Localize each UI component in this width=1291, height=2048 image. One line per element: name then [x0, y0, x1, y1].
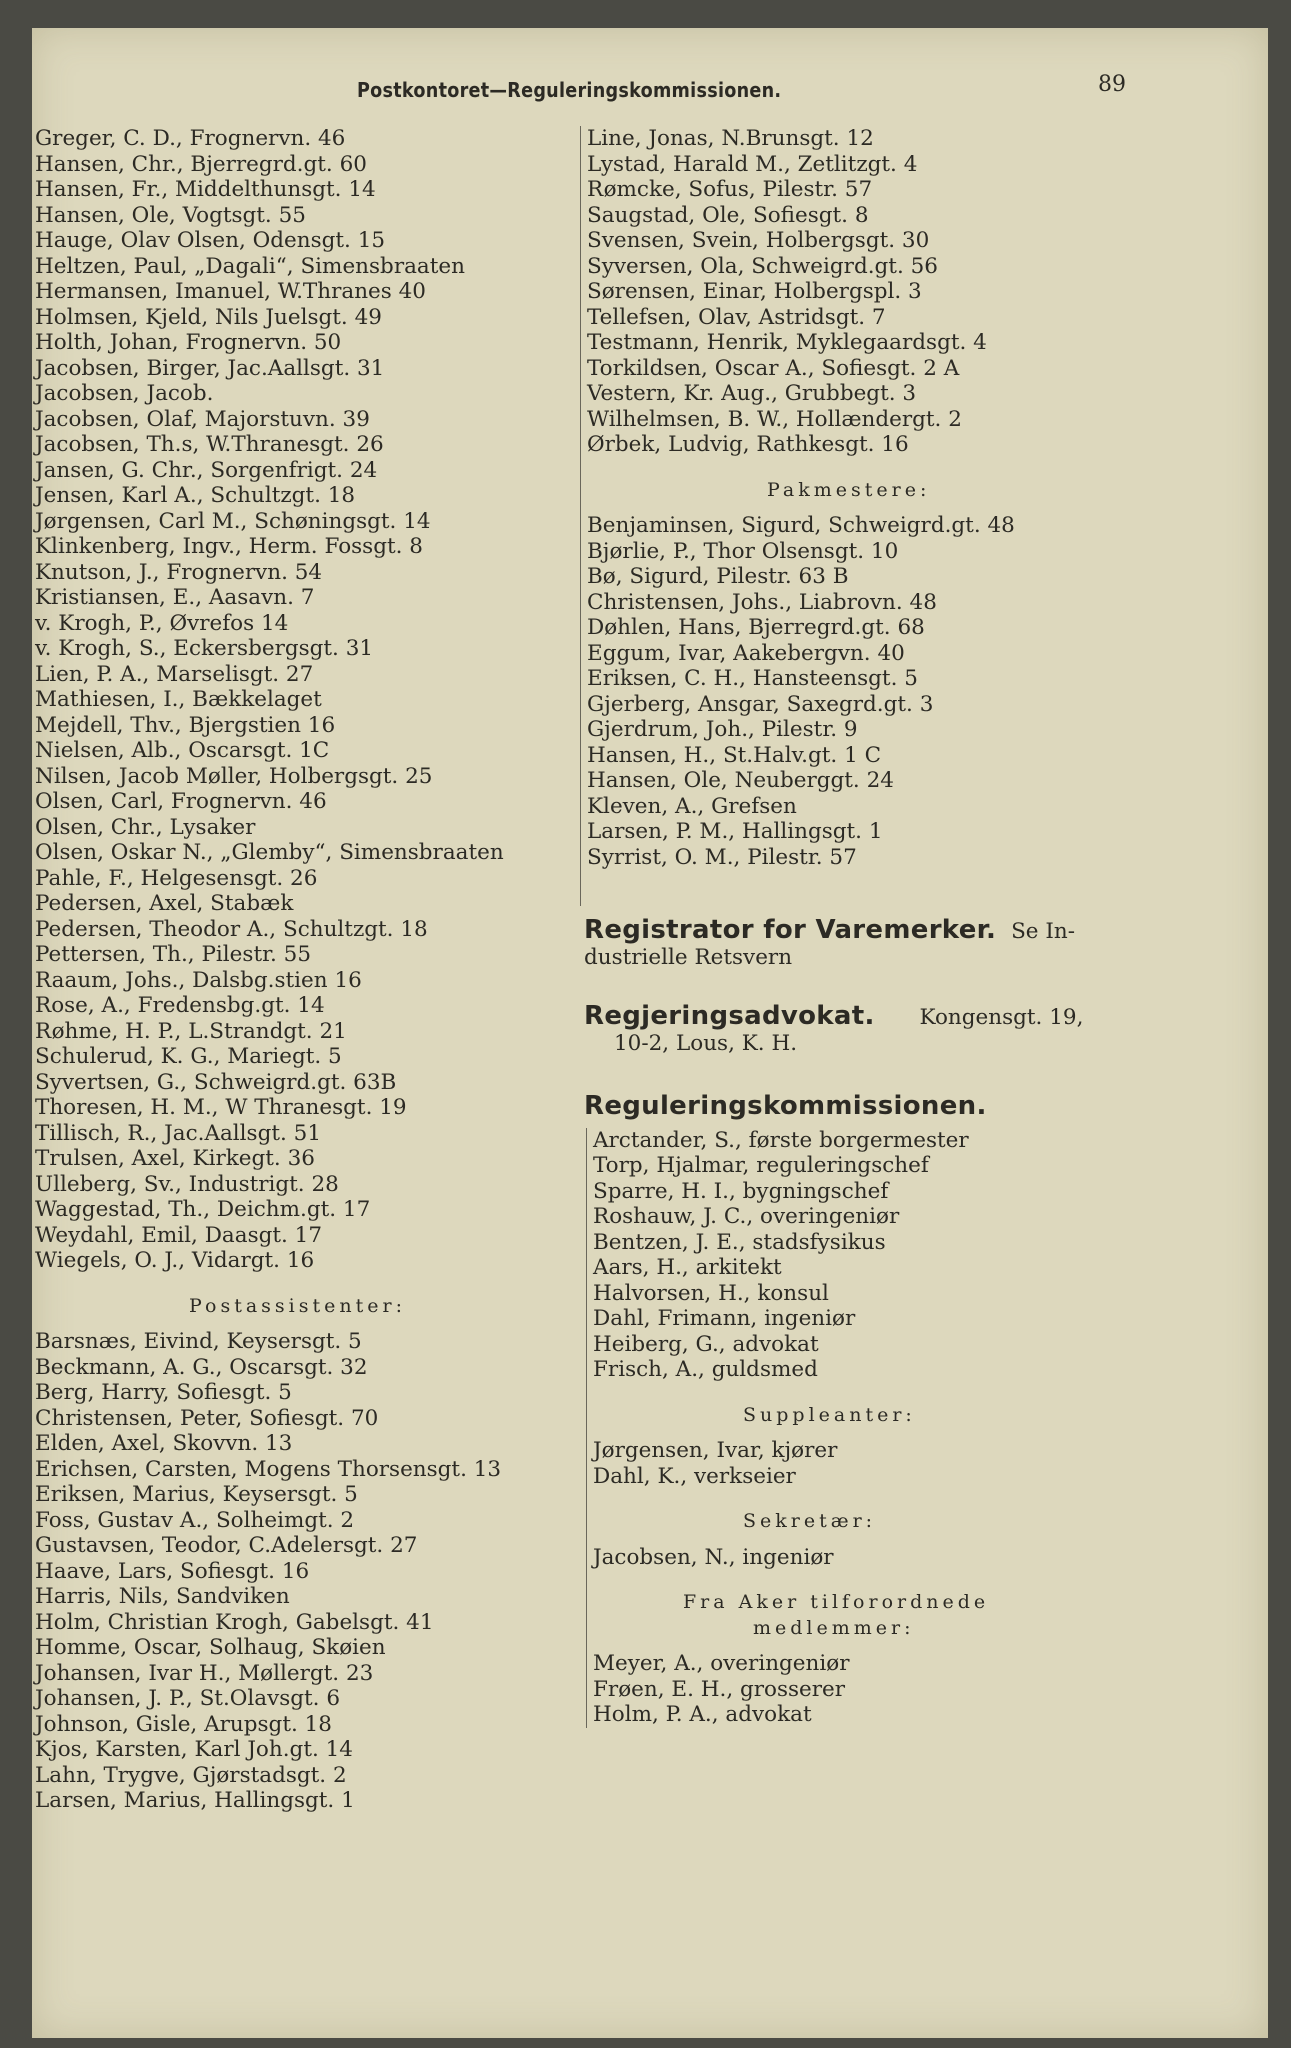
list-item: Trulsen, Axel, Kirkegt. 36	[35, 1146, 315, 1171]
list-item: Tellefsen, Olav, Astridsgt. 7	[587, 304, 886, 330]
list-item: Hansen, Ole, Neuberggt. 24	[587, 768, 894, 793]
list-item: Pettersen, Th., Pilestr. 55	[35, 942, 312, 967]
list-item: Syvertsen, G., Schweigrd.gt. 63B	[35, 1069, 397, 1095]
suppleanter-list	[593, 1438, 1200, 1489]
list-item: Sørensen, Einar, Holbergspl. 3	[587, 279, 922, 304]
list-item: Olsen, Oskar N., „Glemby“, Simensbraaten	[35, 840, 504, 865]
list-item: Haave, Lars, Sofiesgt. 16	[35, 1558, 310, 1584]
list-item: Larsen, P. M., Hallingsgt. 1	[587, 819, 883, 844]
list-item: Holm, Christian Krogh, Gabelsgt. 41	[35, 1609, 434, 1635]
regjeringsadvokat-title: Regjeringsadvokat.	[584, 1001, 875, 1031]
list-item: Døhlen, Hans, Bjerregrd.gt. 68	[587, 615, 925, 640]
list-item: Kristiansen, E., Aasavn. 7	[35, 585, 315, 610]
aker-list	[593, 1651, 1200, 1728]
list-item: Schulerud, K. G., Mariegt. 5	[35, 1044, 342, 1069]
list-item: Bjørlie, P., Thor Olsensgt. 10	[587, 538, 899, 564]
list-item: Barsnæs, Eivind, Keysersgt. 5	[35, 1329, 362, 1354]
list-item: Syversen, Ola, Schweigrd.gt. 56	[587, 253, 938, 279]
list-item: v. Krogh, P., Øvrefos 14	[35, 610, 289, 636]
list-item: Olsen, Chr., Lysaker	[35, 814, 256, 840]
list-item: Christensen, Johs., Liabrovn. 48	[587, 589, 937, 615]
list-item: Holmsen, Kjeld, Nils Juelsgt. 49	[35, 304, 382, 330]
list-item: Line, Jonas, N.Brunsgt. 12	[587, 126, 874, 151]
list-item: Thoresen, H. M., W Thranesgt. 19	[35, 1095, 407, 1120]
list-item: Hansen, H., St.Halv.gt. 1 C	[587, 742, 882, 768]
list-item: Elden, Axel, Skovvn. 13	[35, 1431, 293, 1456]
aker-heading-cont: medlemmer:	[753, 1616, 915, 1639]
postassistenter-list	[35, 1329, 575, 1814]
list-item: Hermansen, Imanuel, W.Thranes 40	[35, 279, 426, 304]
list-item: Lien, P. A., Marselisgt. 27	[35, 661, 314, 687]
list-item: Sparre, H. I., bygningschef	[593, 1178, 889, 1204]
list-item: Weydahl, Emil, Daasgt. 17	[35, 1222, 323, 1248]
list-item: Testmann, Henrik, Myklegaardsgt. 4	[587, 330, 987, 355]
list-item: Meyer, A., overingeniør	[593, 1651, 850, 1676]
registrator-title: Registrator for Varemerker.	[584, 915, 997, 945]
list-item: Bø, Sigurd, Pilestr. 63 B	[587, 564, 849, 589]
list-item: Pedersen, Axel, Stabæk	[35, 891, 294, 916]
list-item: Jacobsen, Birger, Jac.Aallsgt. 31	[35, 355, 385, 381]
list-item: Hauge, Olav Olsen, Odensgt. 15	[35, 228, 386, 253]
list-item: Lystad, Harald M., Zetlitzgt. 4	[587, 151, 918, 177]
list-item: Raaum, Johs., Dalsbg.stien 16	[35, 967, 362, 993]
list-item: Frøen, E. H., grosserer	[593, 1676, 846, 1702]
registrator-text-cont: dustrielle Retsvern	[584, 944, 793, 970]
list-item: Roshauw, J. C., overingeniør	[593, 1204, 900, 1229]
list-item: Johansen, J. P., St.Olavsgt. 6	[35, 1686, 341, 1711]
list-item: Jacobsen, N., ingeniør	[593, 1544, 834, 1570]
page-header	[32, 72, 1268, 118]
postassistenter-heading: Postassistenter:	[189, 1294, 406, 1317]
list-item: Wiegels, O. J., Vidargt. 16	[35, 1248, 315, 1273]
regjeringsadvokat-text-cont: 10-2, Lous, K. H.	[614, 1030, 798, 1056]
list-item: Lahn, Trygve, Gjørstadsgt. 2	[35, 1762, 347, 1788]
list-item: Torkildsen, Oscar A., Sofiesgt. 2 A	[587, 355, 960, 381]
list-item: Jacobsen, Jacob.	[35, 381, 214, 406]
list-item: Greger, C. D., Frognervn. 46	[35, 126, 346, 151]
list-item: Pahle, F., Helgesensgt. 26	[35, 865, 318, 891]
name-list	[35, 126, 575, 1274]
list-item: Jensen, Karl A., Schultzgt. 18	[35, 483, 356, 508]
list-item: Bentzen, J. E., stadsfysikus	[593, 1229, 886, 1255]
list-item: Saugstad, Ole, Sofiesgt. 8	[587, 202, 869, 228]
list-item: Jørgensen, Carl M., Schøningsgt. 14	[35, 508, 431, 534]
regulering-title: Reguleringskommissionen.	[584, 1091, 987, 1121]
list-item: Svensen, Svein, Holbergsgt. 30	[587, 228, 930, 253]
list-item: Rose, A., Fredensbg.gt. 14	[35, 993, 325, 1018]
list-item: Homme, Oscar, Solhaug, Skøien	[35, 1635, 386, 1660]
list-item: Johansen, Ivar H., Møllergt. 23	[35, 1660, 374, 1686]
pakmestere-list	[587, 513, 1200, 870]
left-column	[35, 126, 575, 1814]
list-item: Klinkenberg, Ingv., Herm. Fossgt. 8	[35, 534, 423, 559]
sekretaer-list	[593, 1545, 1200, 1571]
list-item: Vestern, Kr. Aug., Grubbegt. 3	[587, 381, 917, 406]
members-list	[593, 1128, 1200, 1383]
list-item: Ørbek, Ludvig, Rathkesgt. 16	[587, 432, 909, 457]
registrator-entry	[580, 915, 1200, 970]
list-item: Benjaminsen, Sigurd, Schweigrd.gt. 48	[587, 513, 1015, 538]
running-title: Postkontoret—Reguleringskommissionen.	[357, 78, 782, 102]
list-item: Aars, H., arkitekt	[593, 1255, 782, 1280]
pakmestere-heading: Pakmestere:	[767, 478, 931, 501]
list-item: Rømcke, Sofus, Pilestr. 57	[587, 177, 873, 202]
list-item: Gjerberg, Ansgar, Saxegrd.gt. 3	[587, 691, 934, 717]
list-item: Waggestad, Th., Deichm.gt. 17	[35, 1197, 371, 1222]
list-item: Hansen, Chr., Bjerregrd.gt. 60	[35, 151, 367, 177]
list-item: Røhme, H. P., L.Strandgt. 21	[35, 1018, 347, 1044]
name-list	[587, 126, 1200, 458]
list-item: Dahl, K., verkseier	[593, 1463, 796, 1489]
list-item: Johnson, Gisle, Arupsgt. 18	[35, 1711, 332, 1737]
list-item: Knutson, J., Frognervn. 54	[35, 559, 323, 585]
list-item: Mathiesen, I., Bækkelaget	[35, 687, 322, 712]
list-item: Olsen, Carl, Frognervn. 46	[35, 789, 327, 814]
list-item: Pedersen, Theodor A., Schultzgt. 18	[35, 916, 428, 942]
list-item: Harris, Nils, Sandviken	[35, 1584, 290, 1609]
list-item: Berg, Harry, Sofiesgt. 5	[35, 1380, 292, 1405]
regjeringsadvokat-entry	[580, 1001, 1200, 1056]
list-item: Heltzen, Paul, „Dagali“, Simensbraaten	[35, 253, 465, 279]
list-item: Jørgensen, Ivar, kjører	[593, 1438, 838, 1463]
list-item: Holm, P. A., advokat	[593, 1702, 812, 1727]
list-item: Frisch, A., guldsmed	[593, 1357, 818, 1382]
list-item: Gjerdrum, Joh., Pilestr. 9	[587, 717, 858, 742]
document-page	[32, 28, 1268, 2038]
list-item: Halvorsen, H., konsul	[593, 1280, 829, 1306]
list-item: Nielsen, Alb., Oscarsgt. 1C	[35, 738, 330, 763]
right-upper-block	[580, 126, 1200, 906]
list-item: Kjos, Karsten, Karl Joh.gt. 14	[35, 1737, 353, 1762]
list-item: Ulleberg, Sv., Industrigt. 28	[35, 1171, 339, 1197]
list-item: v. Krogh, S., Eckersbergsgt. 31	[35, 636, 374, 661]
page-number: 89	[1098, 72, 1126, 97]
list-item: Hansen, Ole, Vogtsgt. 55	[35, 202, 306, 228]
list-item: Wilhelmsen, B. W., Hollændergt. 2	[587, 406, 962, 432]
list-item: Nilsen, Jacob Møller, Holbergsgt. 25	[35, 763, 433, 789]
list-item: Eggum, Ivar, Aakebergvn. 40	[587, 640, 905, 666]
list-item: Torp, Hjalmar, reguleringschef	[593, 1153, 929, 1178]
regulering-section	[580, 1091, 1200, 1728]
list-item: Syrrist, O. M., Pilestr. 57	[587, 844, 857, 870]
right-column	[580, 126, 1200, 1728]
list-item: Heiberg, G., advokat	[593, 1331, 819, 1357]
suppleanter-heading: Suppleanter:	[743, 1403, 916, 1426]
sekretaer-heading: Sekretær:	[743, 1510, 877, 1532]
list-item: Beckmann, A. G., Oscarsgt. 32	[35, 1354, 368, 1380]
regjeringsadvokat-text: Kongensgt. 19,	[919, 1005, 1084, 1030]
list-item: Dahl, Frimann, ingeniør	[593, 1306, 856, 1331]
list-item: Erichsen, Carsten, Mogens Thorsensgt. 13	[35, 1456, 502, 1482]
list-item: Gustavsen, Teodor, C.Adelersgt. 27	[35, 1533, 418, 1558]
list-item: Hansen, Fr., Middelthunsgt. 14	[35, 177, 376, 202]
list-item: Larsen, Marius, Hallingsgt. 1	[35, 1788, 355, 1813]
list-item: Eriksen, C. H., Hansteensgt. 5	[587, 666, 918, 691]
registrator-text: Se In-	[1011, 919, 1075, 944]
list-item: Foss, Gustav A., Solheimgt. 2	[35, 1507, 355, 1533]
list-item: Jacobsen, Th.s, W.Thranesgt. 26	[35, 432, 384, 457]
list-item: Kleven, A., Grefsen	[587, 793, 797, 819]
list-item: Arctander, S., første borgermester	[593, 1127, 969, 1153]
list-item: Christensen, Peter, Sofiesgt. 70	[35, 1405, 379, 1431]
regulering-block	[586, 1128, 1200, 1728]
list-item: Jansen, G. Chr., Sorgenfrigt. 24	[35, 457, 378, 483]
list-item: Mejdell, Thv., Bjergstien 16	[35, 712, 336, 738]
list-item: Eriksen, Marius, Keysersgt. 5	[35, 1482, 358, 1507]
aker-heading: Fra Aker tilforordnede	[683, 1591, 990, 1613]
list-item: Tillisch, R., Jac.Aallsgt. 51	[35, 1120, 321, 1146]
list-item: Holth, Johan, Frognervn. 50	[35, 330, 342, 355]
list-item: Jacobsen, Olaf, Majorstuvn. 39	[35, 406, 370, 432]
